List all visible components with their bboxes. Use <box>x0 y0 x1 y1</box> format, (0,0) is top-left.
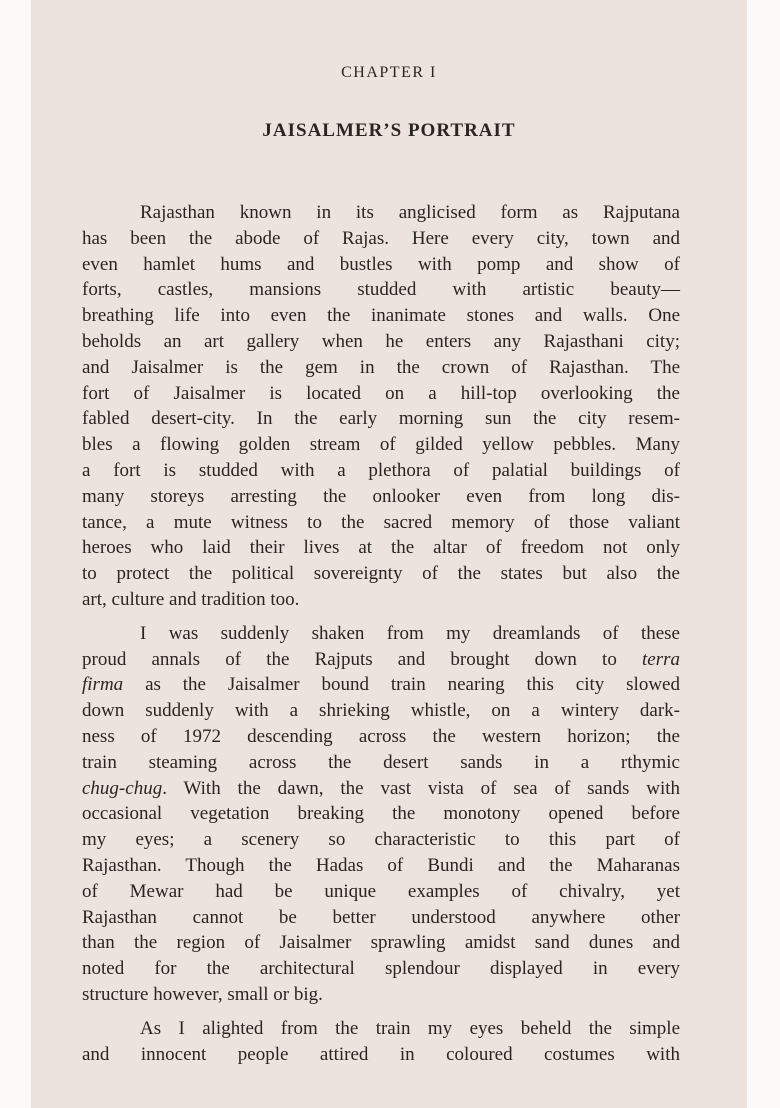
text-line: Rajasthan. Though the Hadas of Bundi and the Maharanas <box>82 854 680 876</box>
text-line: As I alighted from the train my eyes beheld the simple <box>140 1017 680 1039</box>
text-line: many storeys arresting the onlooker even from long dis- <box>82 485 680 507</box>
text-line: bles a flowing golden stream of gilded yellow pebbles. Many <box>82 434 680 456</box>
text-line: even hamlet hums and bustles with pomp and show of <box>82 253 680 275</box>
text-line: has been the abode of Rajas. Here every city, town and <box>82 227 680 249</box>
text-line: beholds an art gallery when he enters any Rajasthani city; <box>82 330 680 352</box>
text-line: fort of Jaisalmer is located on a hill-top overlooking the <box>82 382 680 404</box>
text-line: down suddenly with a shrieking whistle, on a wintery dark- <box>82 700 680 722</box>
text-line: to protect the political sovereignty of the states but also the <box>82 563 680 585</box>
chapter-title: JAISALMER’S PORTRAIT <box>262 120 516 141</box>
text-run: proud annals of the Rajputs and brought down to <box>82 648 642 670</box>
text-line: forts, castles, mansions studded with artistic beauty— <box>82 279 680 301</box>
text-line: Rajasthan known in its anglicised form as Rajputana <box>140 202 680 223</box>
text-line: train steaming across the desert sands in a rthymic <box>82 751 680 773</box>
paragraph-1 <box>82 200 680 613</box>
text-line: structure however, small or big. <box>82 983 323 1005</box>
text-line: occasional vegetation breaking the monotony opened before <box>82 803 680 825</box>
chapter-heading: CHAPTER I <box>341 64 437 81</box>
text-line: fabled desert-city. In the early morning sun the city resem- <box>82 408 680 430</box>
text-line: my eyes; a scenery so characteristic to this part of <box>82 829 680 851</box>
paragraph-3 <box>82 1016 680 1068</box>
text-line: tance, a mute witness to the sacred memory of those valiant <box>82 511 680 533</box>
text-line <box>82 776 680 802</box>
text-line <box>82 647 680 673</box>
text-line <box>82 672 680 698</box>
text-line: and innocent people attired in coloured costumes with <box>82 1043 680 1065</box>
italic-term: terra <box>642 648 680 670</box>
italic-term: chug-chug <box>82 777 163 799</box>
text-line: ness of 1972 descending across the western horizon; the <box>82 725 680 747</box>
text-line: Rajasthan cannot be better understood anywhere other <box>82 906 680 928</box>
text-line: of Mewar had be unique examples of chivalry, yet <box>82 880 680 902</box>
body-text <box>82 200 680 1075</box>
text-run: . With the dawn, the vast vista of sea of sands with <box>162 777 680 799</box>
italic-term: firma <box>82 674 124 696</box>
text-line: I was suddenly shaken from my dreamlands of these <box>140 622 680 644</box>
text-line: breathing life into even the inanimate stones and walls. One <box>82 305 680 327</box>
text-run: as the Jaisalmer bound train nearing this city slowed <box>123 674 680 696</box>
text-line: heroes who laid their lives at the altar of freedom not only <box>82 537 680 559</box>
text-line: noted for the architectural splendour displayed in every <box>82 958 680 980</box>
text-line: than the region of Jaisalmer sprawling amidst sand dunes and <box>82 932 680 954</box>
paragraph-2 <box>82 621 680 1008</box>
book-page <box>31 0 747 1108</box>
text-line: art, culture and tradition too. <box>82 588 300 610</box>
text-line: and Jaisalmer is the gem in the crown of Rajasthan. The <box>82 356 680 378</box>
text-line: a fort is studded with a plethora of palatial buildings of <box>82 459 680 481</box>
